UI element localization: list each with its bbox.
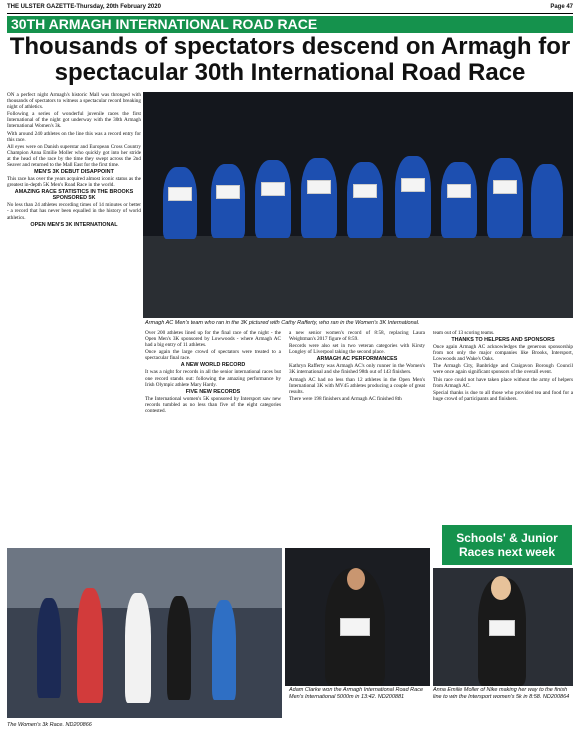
photo-caption: Adam Clarke won the Armagh International Road Race Men's International 5000m in 13:42. ND200881 [289,687,424,700]
runner [163,167,197,239]
paragraph: With around 240 athletes on the line this was a record entry for this race. [7,130,141,143]
paragraph: The International women's 5K sponsored by Intersport saw new records tumbled as no less than five of the eight categories contested. [145,395,281,414]
paragraph: team out of 13 scoring teams. [433,330,495,336]
runner [531,164,563,238]
paragraph: Once again Armagh AC acknowledges the generous sponsorship from not only the major companies like Brooks, Intersport, Lowwoods and Wake's Oaks. [433,344,573,363]
race-bib [447,184,471,198]
subheading: AMAZING RACE STATISTICS IN THE BROOKS SPONSORED 5K [14,189,134,202]
runner [347,162,383,238]
paragraph: ON a perfect night Armagh's historic Mall was thronged with thousands of spectators to witness a spectacular record breaking night of athletics. [7,92,141,111]
page-header [7,4,573,14]
men-team-photo [143,92,573,318]
paragraph: a new senior women's record of 8:58, replacing Laura Weightman's 2017 figure of 8:59. [289,330,425,343]
paragraph: Over 200 athletes lined up for the final race of the night - the Open Men's 3K sponsored by Lowwoods - where Armagh AC had a big entry of 11 athletes. [145,330,281,349]
article-column-1 [7,92,141,547]
race-bib [307,180,331,194]
promo-box: Schools' & Junior Races next week [442,525,572,565]
runner-head [491,576,511,600]
section-kicker: 30TH ARMAGH INTERNATIONAL ROAD RACE [7,16,573,33]
race-bib [340,618,370,636]
header-date: THE ULSTER GAZETTE-Thursday, 20th February 2020 [7,4,161,10]
subheading: A NEW WORLD RECORD [180,362,246,369]
women-race-photo [7,548,282,718]
race-bib [353,184,377,198]
race-bib [493,180,517,194]
runner [441,162,477,238]
article-column-3 [289,330,425,528]
anna-moller-photo [433,568,573,686]
paragraph: Armagh AC had no less than 12 athletes in the Open Men's International 3K with MV45 athletes producing a couple of great results. [289,376,425,395]
runner [395,156,431,238]
photo-caption: Anna Emilie Moller of Nike making her way to the finish line to win the Intersport women's 5k in 8:58. ND200864 [433,687,570,700]
adam-clarke-photo [285,548,430,686]
paragraph: There were 198 finishers and Armagh AC finished 8th [289,395,402,402]
subheading: OPEN MEN'S 3K INTERNATIONAL [30,221,118,228]
subheading: ARMAGH AC PERFORMANCES [316,356,398,363]
photo-caption: Armagh AC Men's team who ran in the 3K pictured with Cathy Rafferty, who ran in the Women's 3K International. [145,320,420,326]
runner [211,164,245,238]
runner [77,588,103,703]
race-bib [168,187,192,201]
race-bib [216,185,240,199]
article-column-2 [145,330,281,528]
paragraph: The Armagh City, Banbridge and Craigavon Borough Council were once again significant sponsors of the overall event. [433,363,573,376]
race-bib [261,182,285,196]
subheading: THANKS TO HELPERS AND SPONSORS [451,337,555,344]
paragraph: Special thanks is due to all those who provided tea and food for a huge crowd of participants and finishers. [433,389,573,402]
runner [255,160,291,238]
paragraph: This race could not have taken place without the army of helpers from Armagh AC. [433,376,573,389]
paragraph: No less than 24 athletes recording times of 14 minutes or better - a record that has never been equalled in the history of world athletics. [7,202,141,221]
race-bib [489,620,515,636]
paragraph: Following a series of wonderful juvenile races the first International of the night got underway with the 30th Armagh International Women's 3k. [7,111,141,130]
paragraph: Records were also set in two veteran categories with Kirsty Longley of Liverpool taking the second place. [289,343,425,356]
runner [487,158,523,238]
paragraph: Kathryn Rafferty was Armagh AC's only runner in the Women's 3K international and she finished 98th out of 143 finishers. [289,363,425,376]
photo-caption: The Women's 3k Race. ND200866 [7,722,92,728]
runner [212,600,236,700]
runner-head [347,568,365,590]
road [143,236,573,318]
subheading: FIVE NEW RECORDS [185,388,241,395]
paragraph: All eyes were on Danish superstar and European Cross Country Champion Anna Emilie Moller who quickly got into her stride at the head of the race by the time they swept across the 2nd Seaver and returned to the Mall East for the first time. [7,143,141,169]
paragraph: This race has over the years acquired almost iconic status as the greatest in-depth 5K Men's Road Race in the world. [7,176,141,189]
article-column-4 [433,330,573,522]
page-number: Page 47 [550,4,573,10]
runner [125,593,151,703]
headline: Thousands of spectators descend on Armagh for spectacular 30th International Road Race [9,33,571,86]
paragraph: Once again the large crowd of spectators were treated to a spectacular final race. [145,349,281,362]
runner [301,158,337,238]
paragraph: It was a night for records in all the senior international races but one record stands out: following the amazing performance by Irish Olympic athlete Mary Hardy. [145,369,281,388]
runner [37,598,61,698]
runner [167,596,191,700]
race-bib [401,178,425,192]
subheading: MEN'S 3K DEBUT DISAPPOINT [34,169,114,176]
